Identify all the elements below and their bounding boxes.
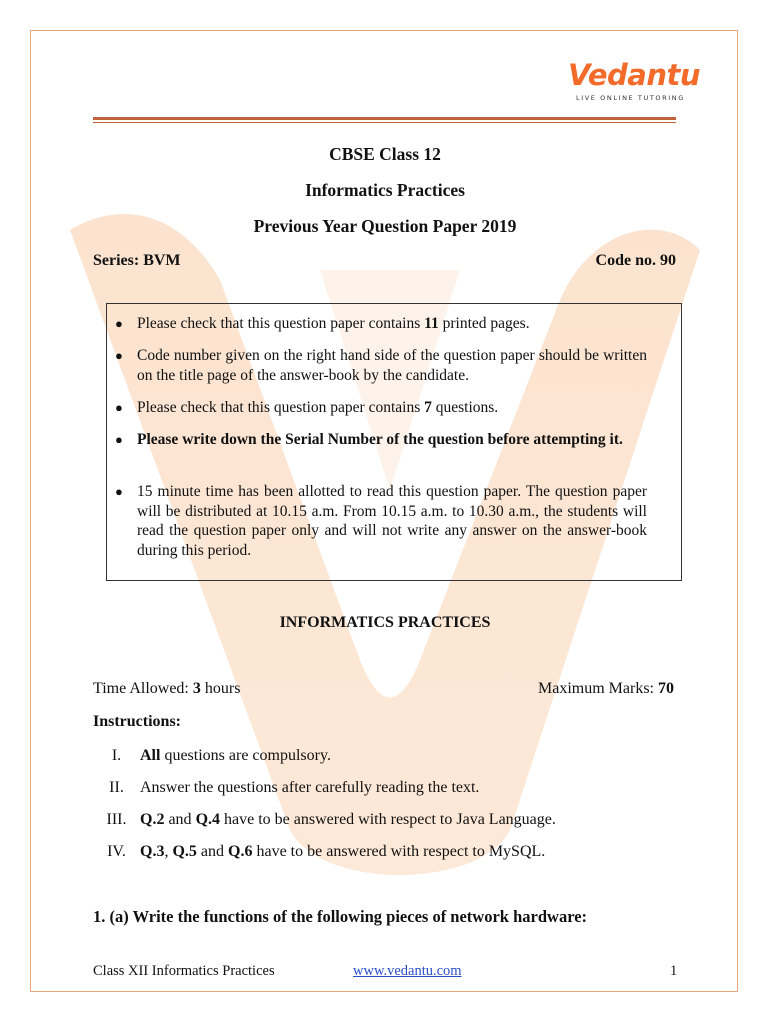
time-unit: hours (200, 680, 241, 697)
notice-text: printed pages. (438, 315, 530, 332)
instruction-bold: Q.6 (228, 843, 253, 860)
footer-link[interactable]: www.vedantu.com (353, 963, 462, 979)
instruction-text: , (164, 843, 173, 860)
instruction-bold: All (140, 747, 161, 764)
instruction-text: Answer the questions after carefully reading the text. (140, 779, 480, 796)
notice-text: Code number given on the right hand side of the question paper should be written on the title page of the answer-book by the candidate. (137, 347, 647, 384)
notice-bold: 11 (424, 315, 439, 332)
doc-title-paper: Previous Year Question Paper 2019 (253, 216, 517, 236)
question-1: 1. (a) Write the functions of the following pieces of network hardware: (93, 907, 588, 926)
bullet-icon: ● (115, 432, 123, 447)
instruction-bold: Q.2 (140, 811, 165, 828)
instruction-text: and (164, 811, 196, 828)
page-number: 1 (670, 963, 678, 979)
notice-bold: 7 (424, 399, 432, 416)
section-heading: INFORMATICS PRACTICES (279, 614, 491, 631)
notice-text: 15 minute time has been allotted to read this question paper. The question paper will be distributed at 10.15 a.m. From 10.15 a.m. to 10.30 a.m., the students will read the question paper only and will not write any answer on the answer-book during this period. (137, 483, 647, 559)
notice-text: Please check that this question paper contains (137, 315, 425, 332)
header-rule-thin (93, 122, 676, 123)
series-label: Series: BVM (93, 252, 181, 269)
notice-text: Please check that this question paper contains (137, 399, 425, 416)
instruction-item (93, 811, 556, 829)
instruction-number: IV. (107, 843, 126, 860)
time-value: 3 (192, 680, 201, 697)
notice-item (115, 314, 647, 334)
instruction-number: I. (111, 747, 122, 764)
instruction-text: have to be answered with respect to MySQL. (252, 843, 546, 860)
notice-item (115, 346, 647, 385)
notice-item (115, 482, 647, 560)
footer-left: Class XII Informatics Practices (93, 963, 275, 979)
notice-bold: Please write down the Serial Number of the question before attempting it. (137, 431, 623, 448)
bullet-icon: ● (115, 400, 123, 415)
instruction-bold: Q.3 (140, 843, 165, 860)
marks-value: 70 (658, 680, 674, 697)
code-label: Code no. 90 (595, 252, 676, 269)
doc-title-class: CBSE Class 12 (329, 144, 441, 164)
bullet-icon: ● (115, 484, 123, 499)
logo-tagline: LIVE ONLINE TUTORING (576, 94, 685, 102)
instruction-number: II. (109, 779, 124, 796)
notice-item (115, 398, 647, 418)
instructions-heading: Instructions: (93, 713, 182, 730)
doc-title-subject: Informatics Practices (305, 180, 465, 200)
time-allowed (93, 680, 240, 698)
instruction-number: III. (106, 811, 127, 828)
instruction-text: have to be answered with respect to Java Language. (220, 811, 556, 828)
instruction-item (93, 779, 479, 797)
logo-wordmark: Vedantu (568, 58, 700, 92)
notice-box (106, 303, 682, 581)
instruction-text: questions are compulsory. (160, 747, 331, 764)
instruction-item (93, 747, 331, 765)
header-rule (93, 117, 676, 120)
bullet-icon: ● (115, 348, 123, 363)
vedantu-logo (568, 58, 700, 104)
maximum-marks (538, 680, 674, 698)
instruction-text: and (196, 843, 229, 860)
notice-item (115, 430, 647, 450)
bullet-icon: ● (115, 316, 123, 331)
instruction-bold: Q.5 (172, 843, 197, 860)
instruction-bold: Q.4 (195, 811, 221, 828)
notice-text: questions. (431, 399, 499, 416)
marks-label: Maximum Marks: (538, 680, 658, 697)
time-label: Time Allowed: (93, 680, 193, 697)
instruction-item (93, 843, 545, 861)
